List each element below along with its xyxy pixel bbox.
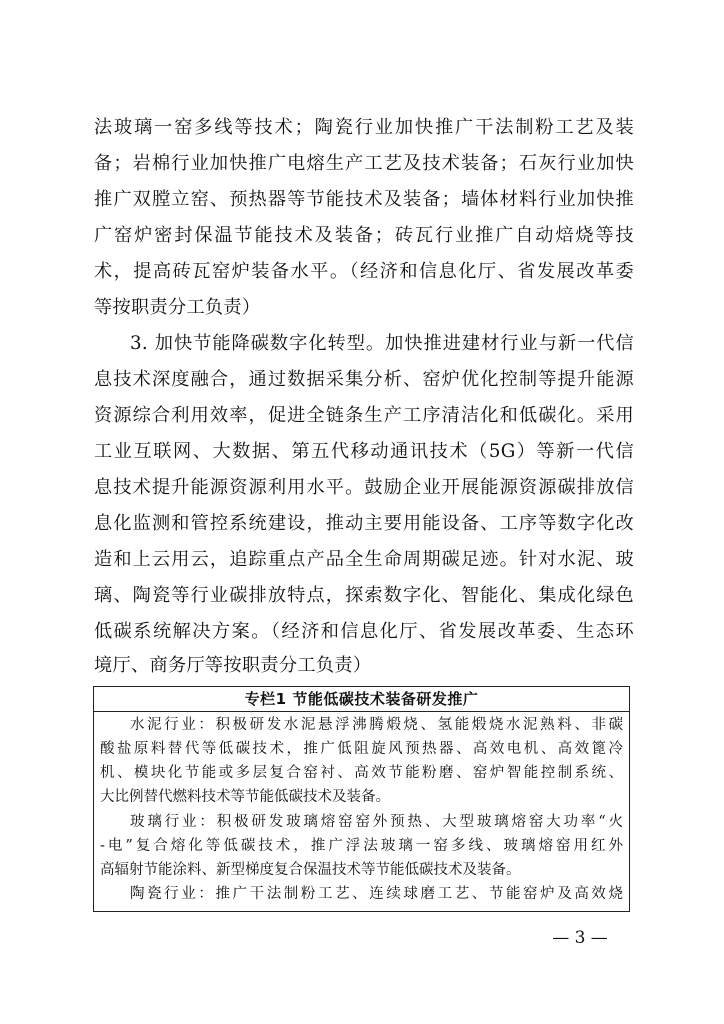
box-line: 高辐射节能涂料、新型梯度复合保温技术等节能低碳技术及装备。	[100, 862, 521, 878]
body-line: 备；岩棉行业加快推广电熔生产工艺及技术装备；石灰行业加快	[94, 153, 634, 174]
box-line: 陶瓷行业：推广干法制粉工艺、连续球磨工艺、节能窑炉及高效烧	[130, 886, 623, 902]
body-line: 等按职责分工负责）	[94, 297, 261, 318]
section-heading-line: 3. 加快节能降碳数字化转型。加快推进建材行业与新一代信	[130, 333, 634, 354]
body-line: 息化监测和管控系统建设，推动主要用能设备、工序等数字化改	[94, 513, 634, 534]
body-line: 工业互联网、大数据、第五代移动通讯技术（5G）等新一代信	[94, 441, 634, 462]
body-line: 低碳系统解决方案。（经济和信息化厅、省发展改革委、生态环	[94, 621, 634, 642]
sidebar-box	[93, 686, 630, 912]
body-line: 息技术提升能源资源利用水平。鼓励企业开展能源资源碳排放信	[94, 477, 634, 498]
page-number: — 3 —	[552, 928, 608, 948]
body-line: 推广双膛立窑、预热器等节能技术及装备；墙体材料行业加快推	[94, 189, 634, 210]
body-line: 境厅、商务厅等按职责分工负责）	[94, 655, 372, 676]
body-line: 法玻璃一窑多线等技术；陶瓷行业加快推广干法制粉工艺及装	[94, 117, 634, 138]
body-line: 璃、陶瓷等行业碳排放特点，探索数字化、智能化、集成化绿色	[94, 585, 634, 606]
box-line: 机、模块化节能或多层复合窑衬、高效节能粉磨、窑炉智能控制系统、	[100, 765, 623, 781]
body-line: 造和上云用云，追踪重点产品全生命周期碳足迹。针对水泥、玻	[94, 549, 634, 570]
box-line: 大比例替代燃料技术等节能低碳技术及装备。	[100, 789, 390, 805]
body-line: 广窑炉密封保温节能技术及装备；砖瓦行业推广自动焙烧等技	[94, 225, 634, 246]
box-line: 水泥行业：积极研发水泥悬浮沸腾煅烧、氢能煅烧水泥熟料、非碳	[130, 717, 623, 733]
body-line: 资源综合利用效率，促进全链条生产工序清洁化和低碳化。采用	[94, 405, 634, 426]
box-line: 酸盐原料替代等低碳技术，推广低阻旋风预热器、高效电机、高效篦冷	[100, 741, 623, 757]
body-line: 术，提高砖瓦窑炉装备水平。（经济和信息化厅、省发展改革委	[94, 261, 634, 282]
body-line: 息技术深度融合，通过数据采集分析、窑炉优化控制等提升能源	[94, 369, 634, 390]
box-title: 专栏1 节能低碳技术装备研发推广	[94, 687, 629, 712]
box-line: -电”复合熔化等低碳技术，推广浮法玻璃一窑多线、玻璃熔窑用红外	[100, 838, 623, 854]
box-line: 玻璃行业：积极研发玻璃熔窑窑外预热、大型玻璃熔窑大功率“火	[130, 814, 623, 830]
